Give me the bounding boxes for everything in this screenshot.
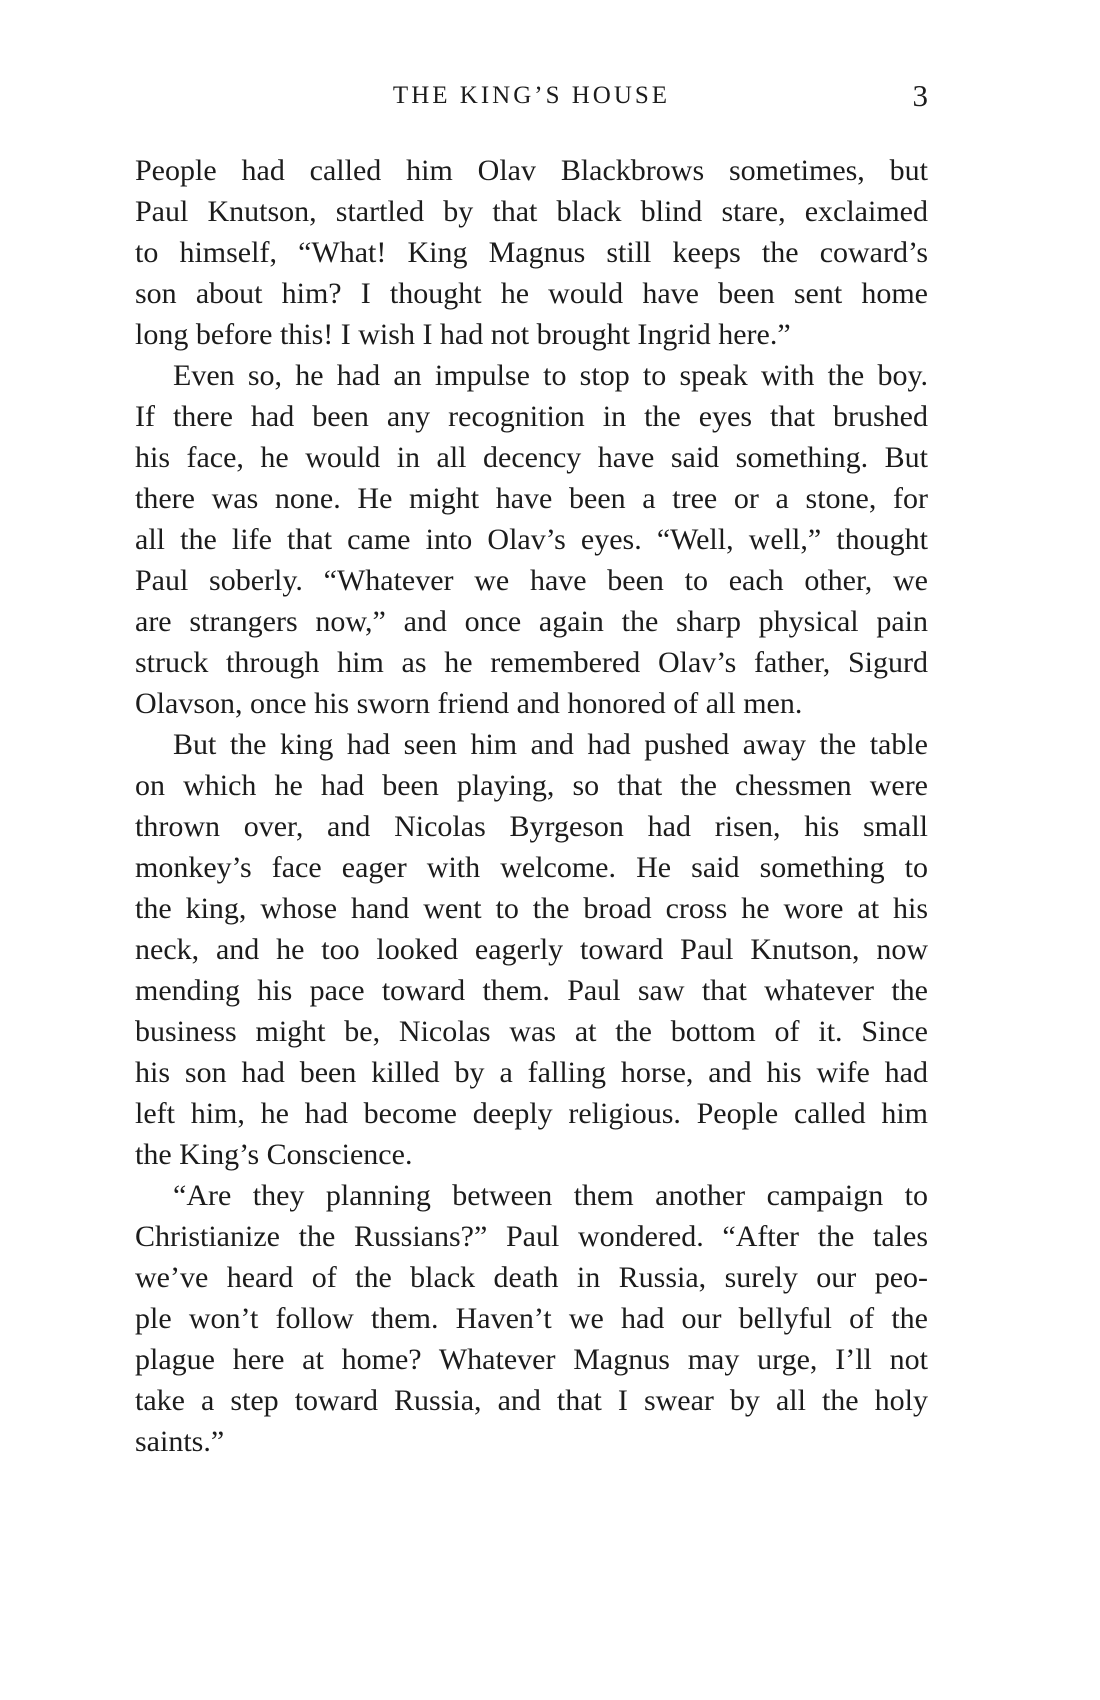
- text-line: Christianize the Russians?” Paul wondered. “After the tales: [135, 1220, 928, 1253]
- text-line: on which he had been playing, so that the chessmen were: [135, 769, 928, 802]
- text-line: Paul Knutson, startled by that black blind stare, exclaimed: [135, 195, 928, 228]
- text-line: People had called him Olav Blackbrows sometimes, but: [135, 154, 928, 187]
- text-line: But the king had seen him and had pushed away the table: [173, 728, 928, 761]
- text-line: Even so, he had an impulse to stop to speak with the boy.: [173, 359, 928, 392]
- running-header-title: THE KING’S HOUSE: [392, 82, 671, 109]
- text-line: “Are they planning between them another campaign to: [173, 1179, 928, 1212]
- text-line: mending his pace toward them. Paul saw that whatever the: [135, 974, 928, 1007]
- text-line: plague here at home? Whatever Magnus may urge, I’ll not: [135, 1343, 928, 1376]
- text-line: his son had been killed by a falling horse, and his wife had: [135, 1056, 928, 1089]
- text-line: are strangers now,” and once again the sharp physical pain: [135, 605, 928, 638]
- text-line: left him, he had become deeply religious. People called him: [135, 1097, 928, 1130]
- text-line: thrown over, and Nicolas Byrgeson had risen, his small: [135, 810, 928, 843]
- page-number: 3: [912, 78, 928, 113]
- text-line: long before this! I wish I had not brought Ingrid here.”: [135, 318, 791, 351]
- text-line: to himself, “What! King Magnus still keeps the coward’s: [135, 236, 928, 269]
- paragraph: [135, 1175, 928, 1462]
- text-line: ple won’t follow them. Haven’t we had our bellyful of the: [135, 1302, 928, 1335]
- text-line: saints.”: [135, 1425, 225, 1458]
- running-head: [135, 78, 928, 122]
- text-line: the king, whose hand went to the broad cross he wore at his: [135, 892, 928, 925]
- text-line: there was none. He might have been a tree or a stone, for: [135, 482, 928, 515]
- text-line: son about him? I thought he would have been sent home: [135, 277, 928, 310]
- text-line: If there had been any recognition in the eyes that brushed: [135, 400, 928, 433]
- text-line: neck, and he too looked eagerly toward Paul Knutson, now: [135, 933, 928, 966]
- text-line: take a step toward Russia, and that I swear by all the holy: [135, 1384, 928, 1417]
- text-line: Paul soberly. “Whatever we have been to each other, we: [135, 564, 928, 597]
- paragraph: [135, 724, 928, 1175]
- text-line: Olavson, once his sworn friend and honored of all men.: [135, 687, 803, 720]
- text-line: we’ve heard of the black death in Russia, surely our peo-: [135, 1261, 928, 1294]
- paragraph: [135, 355, 928, 724]
- text-line: monkey’s face eager with welcome. He said something to: [135, 851, 928, 884]
- body-text: [135, 150, 928, 1462]
- text-line: his face, he would in all decency have said something. But: [135, 441, 928, 474]
- content-block: [135, 0, 928, 1462]
- text-line: all the life that came into Olav’s eyes. “Well, well,” thought: [135, 523, 928, 556]
- text-line: struck through him as he remembered Olav’s father, Sigurd: [135, 646, 928, 679]
- text-line: the King’s Conscience.: [135, 1138, 413, 1171]
- text-line: business might be, Nicolas was at the bottom of it. Since: [135, 1015, 928, 1048]
- paragraph: [135, 150, 928, 355]
